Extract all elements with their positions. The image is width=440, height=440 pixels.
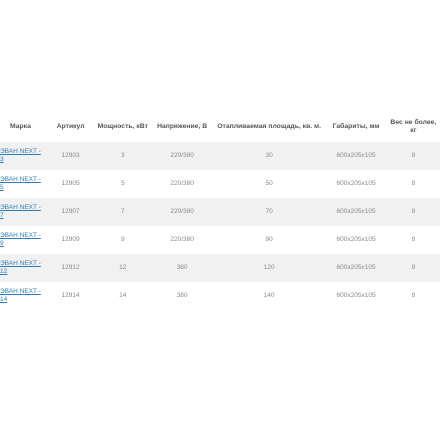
power-cell: 12 bbox=[94, 254, 151, 282]
article-cell: 12914 bbox=[61, 292, 80, 299]
brand-link[interactable]: ЭВАН NEXT - 3 bbox=[0, 148, 41, 163]
article-cell: 12909 bbox=[61, 236, 80, 243]
header-article: Артикул bbox=[56, 123, 85, 130]
voltage-cell: 380 bbox=[176, 292, 188, 299]
weight-cell: 8 bbox=[411, 180, 416, 187]
weight-cell: 9 bbox=[387, 254, 440, 282]
brand-cell bbox=[0, 170, 47, 198]
table-row bbox=[0, 254, 440, 282]
header-brand: Марка bbox=[10, 123, 31, 130]
specs-table bbox=[0, 112, 440, 310]
voltage-cell: 220/380 bbox=[170, 236, 194, 243]
article-cell: 12912 bbox=[47, 254, 94, 282]
power-cell: 5 bbox=[120, 180, 125, 187]
brand-link[interactable]: ЭВАН NEXT - 14 bbox=[0, 288, 41, 303]
brand-cell bbox=[0, 226, 47, 254]
area-cell: 120 bbox=[213, 254, 326, 282]
area-cell: 140 bbox=[263, 292, 275, 299]
header-dims: Габариты, мм bbox=[332, 123, 380, 130]
brand-cell bbox=[0, 254, 47, 282]
area-cell: 70 bbox=[213, 198, 326, 226]
dims-cell: 600х205х105 bbox=[336, 180, 376, 187]
weight-cell: 9 bbox=[411, 292, 416, 299]
article-cell: 12905 bbox=[61, 180, 80, 187]
power-cell: 14 bbox=[119, 292, 127, 299]
brand-cell bbox=[0, 142, 47, 170]
weight-cell: 8 bbox=[387, 142, 440, 170]
dims-cell: 600х205х105 bbox=[325, 198, 386, 226]
area-cell: 50 bbox=[265, 180, 273, 187]
dims-cell: 600х205х105 bbox=[325, 142, 386, 170]
area-cell: 90 bbox=[265, 236, 273, 243]
power-cell: 9 bbox=[120, 236, 125, 243]
area-cell: 30 bbox=[213, 142, 326, 170]
table-row bbox=[0, 198, 440, 226]
brand-cell bbox=[0, 282, 47, 310]
article-cell: 12903 bbox=[47, 142, 94, 170]
dims-cell: 600х205х105 bbox=[336, 292, 376, 299]
dims-cell: 600х205х105 bbox=[336, 236, 376, 243]
header-weight: Вес не более, кг bbox=[390, 119, 437, 134]
weight-cell: 8 bbox=[387, 198, 440, 226]
brand-link[interactable]: ЭВАН NEXT - 5 bbox=[0, 176, 41, 191]
voltage-cell: 220/380 bbox=[170, 180, 194, 187]
power-cell: 3 bbox=[94, 142, 151, 170]
brand-link[interactable]: ЭВАН NEXT - 12 bbox=[0, 260, 41, 275]
table-row bbox=[0, 282, 440, 310]
table-header-row bbox=[0, 112, 440, 142]
brand-link[interactable]: ЭВАН NEXT - 7 bbox=[0, 204, 41, 219]
brand-link[interactable]: ЭВАН NEXT - 9 bbox=[0, 232, 41, 247]
voltage-cell: 380 bbox=[151, 254, 212, 282]
brand-cell bbox=[0, 198, 47, 226]
table-row bbox=[0, 226, 440, 254]
article-cell: 12907 bbox=[47, 198, 94, 226]
weight-cell: 9 bbox=[411, 236, 416, 243]
header-voltage: Напряжение, В bbox=[157, 123, 208, 130]
voltage-cell: 220/380 bbox=[151, 142, 212, 170]
voltage-cell: 220/380 bbox=[151, 198, 212, 226]
header-area: Отапливаемая площадь, кв. м. bbox=[217, 123, 321, 130]
power-cell: 7 bbox=[94, 198, 151, 226]
table-row bbox=[0, 170, 440, 198]
header-power: Мощность, кВт bbox=[97, 123, 148, 130]
table-row bbox=[0, 142, 440, 170]
dims-cell: 600х205х105 bbox=[325, 254, 386, 282]
